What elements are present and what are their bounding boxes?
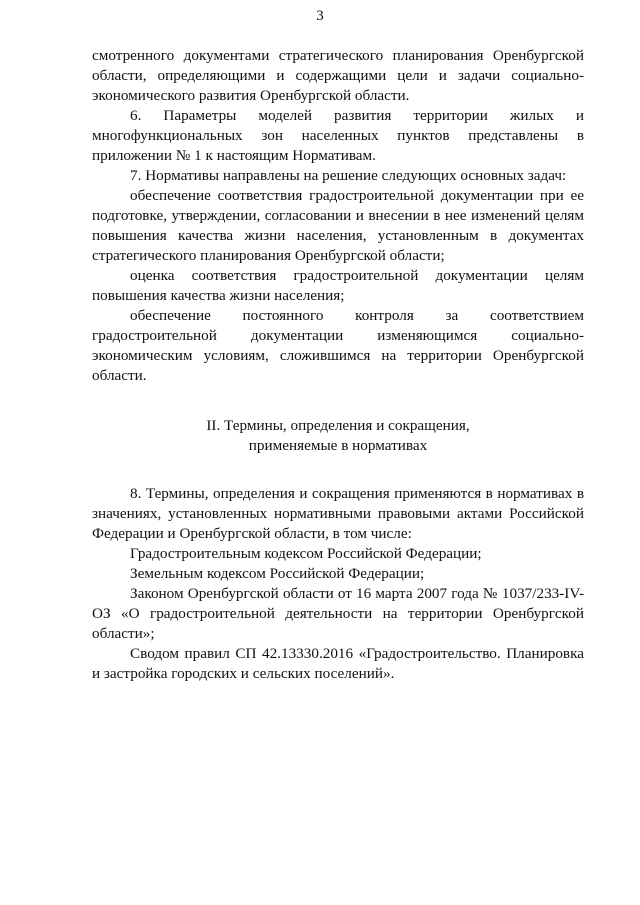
- paragraph-source-4: Сводом правил СП 42.13330.2016 «Градостроительство. Планировка и застройка городских и сельских поселений».: [92, 645, 584, 682]
- paragraph-source-1: Градостроительным кодексом Российской Федерации;: [130, 545, 482, 562]
- paragraph-continuation: смотренного документами стратегического планирования Оренбургской области, определяющими и содержащими цели и задачи социально-экономического развития Оренбургской области.: [92, 47, 584, 104]
- paragraph-task-3: обеспечение постоянного контроля за соответствием градостроительной документации изменяющимся социально-экономическим условиям, сложившимся на территории Оренбургской области.: [92, 307, 584, 384]
- paragraph-source-3: Законом Оренбургской области от 16 марта 2007 года № 1037/233-IV-ОЗ «О градостроительной деятельности на территории Оренбургской области»;: [92, 585, 584, 642]
- section-heading-line-2: применяемые в нормативах: [248, 437, 428, 454]
- page-number: 3: [316, 8, 324, 24]
- paragraph-task-1: обеспечение соответствия градостроительной документации при ее подготовке, утверждении, согласовании и внесении в нее изменений целям повышения качества жизни населения, установленным в документах стратегического планирования Оренбургской области;: [92, 187, 584, 264]
- paragraph-item-7: 7. Нормативы направлены на решение следующих основных задач:: [130, 167, 567, 184]
- document-body: [92, 46, 584, 684]
- section-heading-line-1: II. Термины, определения и сокращения,: [206, 417, 470, 434]
- paragraph-item-6: 6. Параметры моделей развития территории жилых и многофункциональных зон населенных пунктов представлены в приложении № 1 к настоящим Нормативам.: [92, 107, 584, 164]
- section-heading: [92, 416, 584, 456]
- paragraph-item-8: 8. Термины, определения и сокращения применяются в нормативах в значениях, установленных нормативными правовыми актами Российской Федерации и Оренбургской области, в том числе:: [92, 485, 584, 542]
- paragraph-source-2: Земельным кодексом Российской Федерации;: [130, 565, 425, 582]
- paragraph-task-2: оценка соответствия градостроительной документации целям повышения качества жизни населения;: [92, 267, 584, 304]
